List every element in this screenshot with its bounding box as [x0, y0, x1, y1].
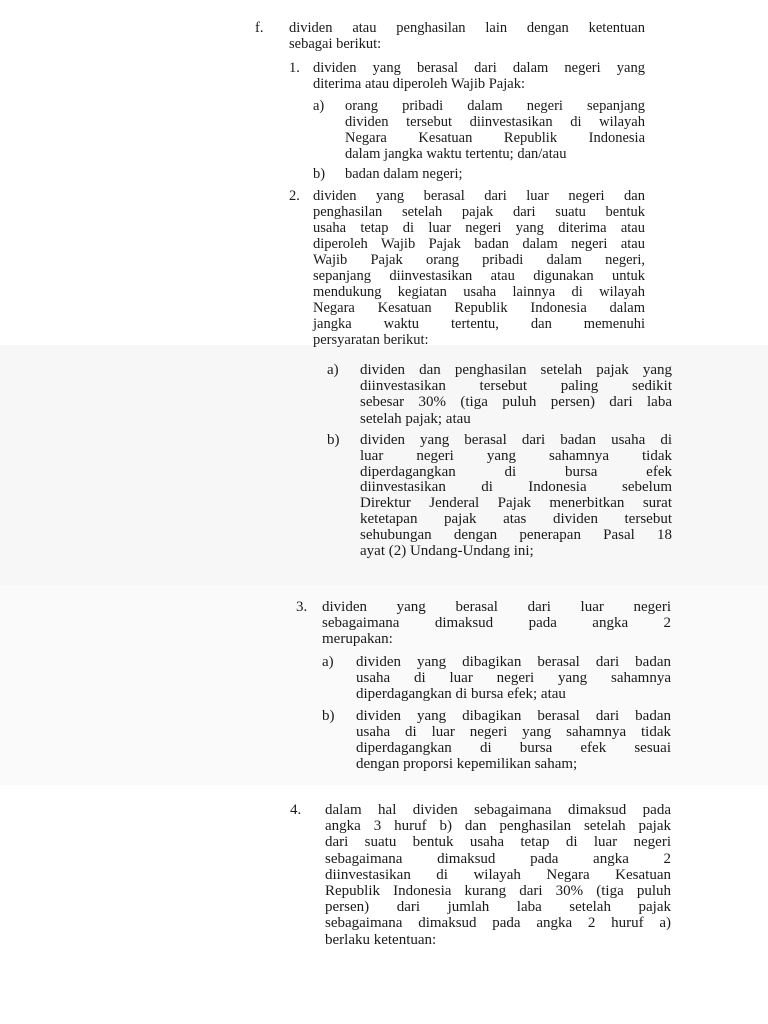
text-line: diinvestasikan di wilayah Negara Kesatuan [325, 866, 671, 883]
text-line: berlaku ketentuan: [325, 931, 437, 948]
text-line: penghasilan setelah pajak dari suatu bentuk [313, 204, 645, 220]
item-label: 3. [296, 599, 308, 615]
item-text [360, 433, 672, 559]
item-3 [296, 599, 671, 647]
item-2-a [327, 362, 672, 427]
text-line: sebagaimana dimaksud pada angka 2 [325, 850, 671, 867]
text-line: dividen tersebut diinvestasikan di wilayah [345, 114, 645, 130]
text-line: dalam hal dividen sebagaimana dimaksud pada [325, 802, 671, 818]
item-3-b [322, 708, 671, 772]
item-label: a) [313, 98, 325, 114]
item-label: f. [255, 20, 264, 36]
text-line: luar negeri yang sahamnya tidak [360, 447, 672, 464]
item-label: b) [327, 432, 340, 448]
item-label: b) [313, 166, 326, 182]
text-line: dari suatu bentuk usaha tetap di luar negeri [325, 834, 671, 851]
text-line: badan dalam negeri; [345, 166, 463, 182]
item-2-b [327, 433, 672, 559]
text-line: persyaratan berikut: [313, 332, 429, 348]
text-line: usaha di luar negeri yang sahamnya [356, 670, 671, 686]
text-line: diperoleh Wajib Pajak badan dalam negeri atau [313, 236, 645, 252]
text-line: dividen yang dibagikan berasal dari badan [356, 654, 671, 670]
text-line: dividen yang berasal dari luar negeri [322, 599, 671, 615]
text-line: Republik Indonesia kurang dari 30% (tiga puluh [325, 883, 671, 900]
text-line: dividen yang berasal dari dalam negeri yang [313, 60, 645, 76]
text-line: ketetapan pajak atas dividen tersebut [360, 510, 672, 527]
text-line: sebagaimana dimaksud pada angka 2 huruf a) [325, 915, 671, 932]
text-line: diperdagangkan di bursa efek sesuai [356, 740, 671, 756]
item-text [325, 802, 671, 948]
item-text [356, 708, 671, 772]
text-line: dalam jangka waktu tertentu; dan/atau [345, 146, 567, 162]
text-line: sebesar 30% (tiga puluh persen) dari laba [360, 394, 672, 411]
item-f-1-a [313, 98, 645, 162]
item-f-1-b [313, 166, 645, 182]
item-label: b) [322, 708, 335, 724]
item-text [313, 60, 645, 92]
item-f-1 [289, 60, 645, 92]
text-line: Negara Kesatuan Republik Indonesia dalam [313, 300, 645, 316]
text-line: sepanjang diinvestasikan atau digunakan untuk [313, 268, 645, 284]
text-line: persen) dari jumlah laba setelah pajak [325, 899, 671, 916]
text-line: diterima atau diperoleh Wajib Pajak: [313, 76, 525, 92]
item-label: 2. [289, 188, 300, 204]
text-line: jangka waktu tertentu, dan memenuhi [313, 316, 645, 332]
text-line: sebagaimana dimaksud pada angka 2 [322, 615, 671, 631]
text-line: dividen yang dibagikan berasal dari badan [356, 708, 671, 724]
text-line: diinvestasikan di Indonesia sebelum [360, 479, 672, 496]
text-line: diperdagangkan di bursa efek; atau [356, 686, 566, 702]
item-label: a) [327, 362, 339, 378]
item-text [356, 654, 671, 702]
text-line: dividen dan penghasilan setelah pajak yang [360, 362, 672, 378]
text-line: mendukung kegiatan usaha lainnya di wilayah [313, 284, 645, 300]
item-4 [290, 802, 671, 948]
item-text [313, 188, 645, 348]
item-text [345, 166, 645, 182]
item-label: 1. [289, 60, 300, 76]
text-line: sebagai berikut: [289, 36, 382, 52]
text-line: dengan proporsi kepemilikan saham; [356, 756, 578, 772]
text-line: ayat (2) Undang-Undang ini; [360, 542, 534, 559]
text-line: diperdagangkan di bursa efek [360, 463, 672, 480]
text-line: orang pribadi dalam negeri sepanjang [345, 98, 645, 114]
item-3-a [322, 654, 671, 702]
text-line: setelah pajak; atau [360, 410, 471, 427]
item-f-2 [289, 188, 645, 348]
text-line: angka 3 huruf b) dan penghasilan setelah pajak [325, 818, 671, 835]
item-label: 4. [290, 802, 302, 818]
item-text [289, 20, 645, 52]
item-f [255, 20, 645, 52]
text-line: dividen atau penghasilan lain dengan ketentuan [289, 20, 645, 36]
text-line: sehubungan dengan penerapan Pasal 18 [360, 526, 672, 543]
item-text [345, 98, 645, 162]
item-label: a) [322, 654, 334, 670]
item-text [360, 362, 672, 427]
text-line: Negara Kesatuan Republik Indonesia [345, 130, 645, 146]
text-line: merupakan: [322, 631, 393, 647]
text-line: dividen yang berasal dari luar negeri dan [313, 188, 645, 204]
text-line: dividen yang berasal dari badan usaha di [360, 432, 672, 448]
text-line: Direktur Jenderal Pajak menerbitkan surat [360, 495, 672, 512]
text-line: usaha di luar negeri yang sahamnya tidak [356, 724, 671, 740]
text-line: Wajib Pajak orang pribadi dalam negeri, [313, 252, 645, 268]
text-line: usaha tetap di luar negeri yang diterima atau [313, 220, 645, 236]
item-text [322, 599, 671, 647]
text-line: diinvestasikan tersebut paling sedikit [360, 378, 672, 395]
